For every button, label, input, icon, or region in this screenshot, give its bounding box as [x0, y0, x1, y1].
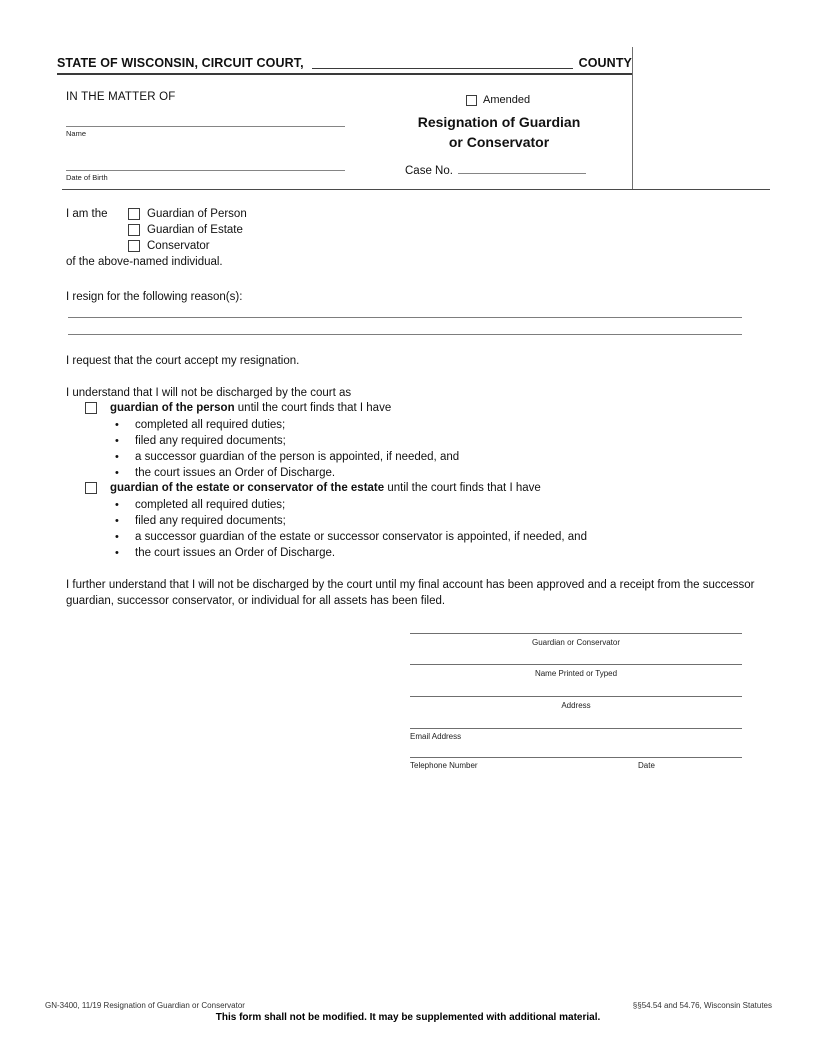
bullet-item — [115, 465, 459, 481]
conservator-label: Conservator — [147, 240, 210, 252]
of-above-named-text: of the above-named individual. — [66, 256, 223, 268]
guardian-of-estate-checkbox[interactable] — [128, 224, 140, 236]
guardian-of-person-label: Guardian of Person — [147, 208, 247, 220]
guardian-person-section-checkbox[interactable] — [85, 402, 97, 414]
form-title — [399, 112, 599, 152]
in-the-matter-of-label: IN THE MATTER OF — [66, 91, 176, 103]
bullet-item — [115, 529, 587, 545]
form-title-line2: or Conservator — [448, 134, 550, 150]
reason-fill-in-line-2[interactable] — [68, 334, 742, 335]
header-vertical-divider — [632, 47, 633, 190]
bullet-item — [115, 417, 459, 433]
case-no-fill-in-line[interactable] — [458, 161, 586, 174]
form-title-line1: Resignation of Guardian — [417, 114, 581, 130]
further-understand-text: I further understand that I will not be discharged by the court until my final account has been approved and a receipt from the successor guardian, successor conservator, or individual for all assets has been filed. — [66, 579, 755, 607]
role-row-estate — [66, 222, 247, 238]
bullet-text: the court issues an Order of Discharge. — [135, 467, 336, 479]
court-caption-suffix: COUNTY — [578, 56, 632, 70]
section-guardian-estate-row — [85, 481, 541, 495]
header-bottom-rule — [62, 189, 770, 190]
bullet-icon: • — [115, 451, 119, 463]
guardian-of-estate-label: Guardian of Estate — [147, 224, 243, 236]
bullet-icon: • — [115, 531, 119, 543]
county-fill-in-line[interactable] — [312, 57, 573, 69]
bullet-icon: • — [115, 419, 119, 431]
court-caption-prefix: STATE OF WISCONSIN, CIRCUIT COURT, — [57, 56, 304, 70]
bullet-icon: • — [115, 435, 119, 447]
footer-statutes: §§54.54 and 54.76, Wisconsin Statutes — [632, 1001, 772, 1010]
case-no-label: Case No. — [405, 165, 453, 177]
resign-reasons-label: I resign for the following reason(s): — [66, 291, 243, 303]
guardian-estate-section-checkbox[interactable] — [85, 482, 97, 494]
i-am-the-label: I am the — [66, 208, 108, 220]
bullet-icon: • — [115, 467, 119, 479]
role-row-person — [66, 206, 247, 222]
name-fill-in-line[interactable] — [66, 126, 345, 127]
guardian-estate-section-text — [110, 481, 541, 495]
name-label: Name — [66, 129, 87, 138]
section-guardian-person-row — [85, 401, 391, 415]
bullet-icon: • — [115, 515, 119, 527]
reason-fill-in-line-1[interactable] — [68, 317, 742, 318]
amended-row — [466, 94, 530, 106]
court-caption-row — [57, 56, 632, 75]
footer-form-number: GN-3400, 11/19 Resignation of Guardian or Conservator — [45, 1001, 245, 1010]
footer-notice: This form shall not be modified. It may be supplemented with additional material. — [215, 1012, 601, 1023]
bullet-text: filed any required documents; — [135, 435, 286, 447]
email-label: Email Address — [410, 732, 462, 741]
bullet-icon: • — [115, 547, 119, 559]
bullet-text: a successor guardian of the estate or successor conservator is appointed, if needed, and — [135, 531, 587, 543]
role-row-conservator — [66, 238, 247, 254]
guardian-estate-bullets — [115, 497, 587, 561]
case-number-row — [405, 161, 586, 177]
address-label: Address — [561, 701, 591, 710]
phone-label: Telephone Number — [410, 761, 478, 770]
guardian-person-section-text — [110, 401, 391, 415]
bullet-text: completed all required duties; — [135, 499, 286, 511]
phone-date-fill-in-line[interactable] — [410, 757, 742, 758]
guardian-of-person-checkbox[interactable] — [128, 208, 140, 220]
bullet-text: the court issues an Order of Discharge. — [135, 547, 336, 559]
amended-checkbox[interactable] — [466, 95, 477, 106]
bullet-item — [115, 545, 587, 561]
guardian-estate-rest: until the court finds that I have — [384, 482, 541, 494]
bullet-item — [115, 433, 459, 449]
guardian-person-bold: guardian of the person — [110, 402, 235, 414]
dob-label: Date of Birth — [66, 173, 108, 182]
address-fill-in-line[interactable] — [410, 696, 742, 697]
signature-fill-in-line[interactable] — [410, 633, 742, 634]
amended-label: Amended — [483, 94, 531, 106]
email-fill-in-line[interactable] — [410, 728, 742, 729]
name-printed-fill-in-line[interactable] — [410, 664, 742, 665]
dob-fill-in-line[interactable] — [66, 170, 345, 171]
guardian-estate-bold: guardian of the estate or conservator of the estate — [110, 482, 385, 494]
role-selection-block — [66, 206, 247, 270]
bullet-text: filed any required documents; — [135, 515, 286, 527]
bullet-item — [115, 449, 459, 465]
date-label: Date — [638, 761, 655, 770]
bullet-text: completed all required duties; — [135, 419, 286, 431]
signer-label: Guardian or Conservator — [531, 638, 621, 647]
bullet-text: a successor guardian of the person is appointed, if needed, and — [135, 451, 460, 463]
bullet-item — [115, 497, 587, 513]
conservator-checkbox[interactable] — [128, 240, 140, 252]
bullet-item — [115, 513, 587, 529]
name-printed-label: Name Printed or Typed — [534, 669, 618, 678]
guardian-person-rest: until the court finds that I have — [234, 402, 392, 414]
guardian-person-bullets — [115, 417, 459, 481]
bullet-icon: • — [115, 499, 119, 511]
understand-intro-text: I understand that I will not be discharged by the court as — [66, 387, 352, 399]
request-text: I request that the court accept my resignation. — [66, 355, 300, 367]
